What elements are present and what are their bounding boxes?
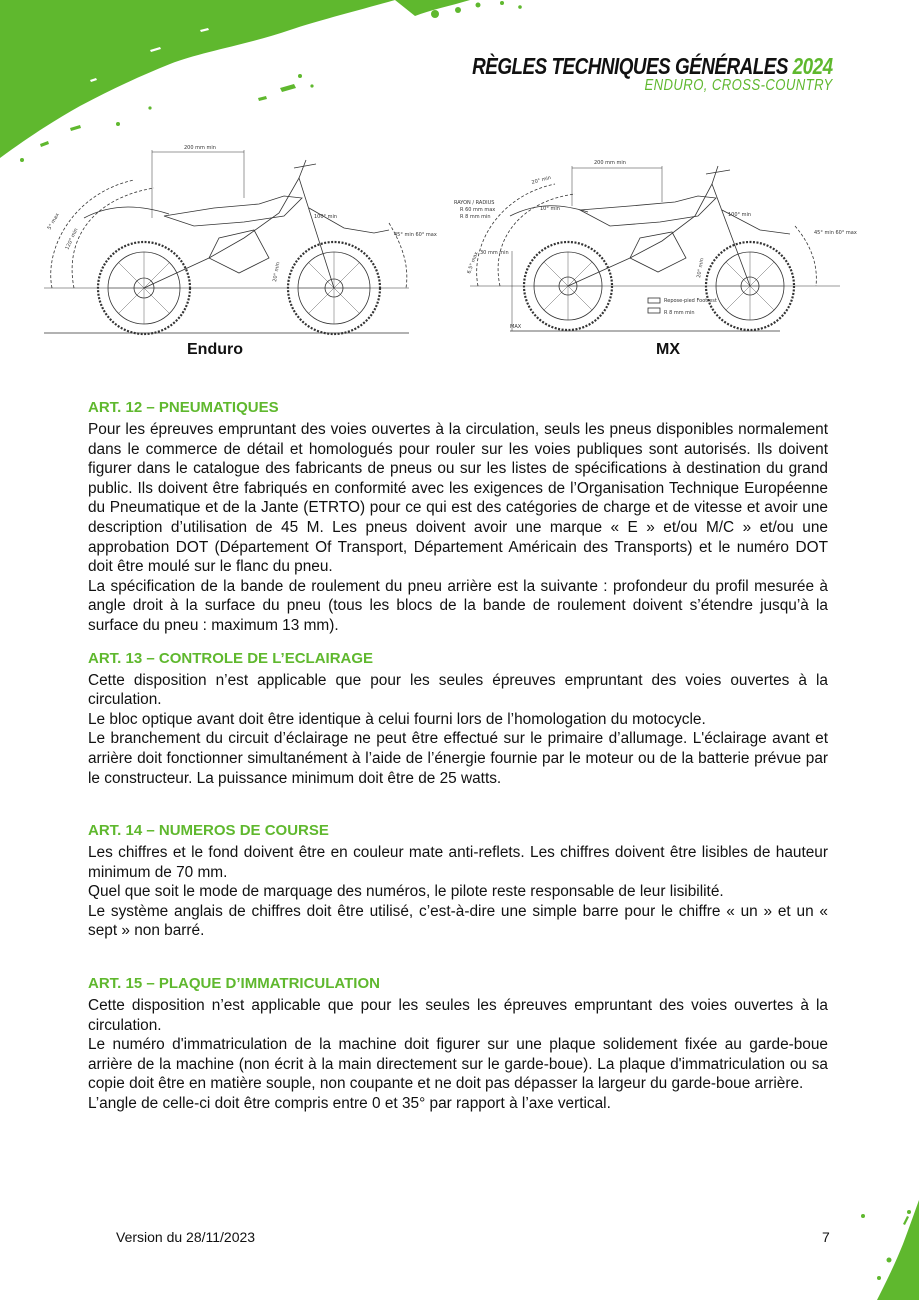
- article-14: [88, 821, 828, 941]
- mx-label-r8: R 8 mm min: [460, 214, 491, 220]
- mx-diagram: [450, 146, 857, 336]
- enduro-label-top-dim: 200 mm min: [184, 145, 216, 151]
- mx-label-fork-angle: 45° min 60° max: [814, 230, 857, 236]
- article-paragraph: Le branchement du circuit d’éclairage ne peut être effectué sur le primaire d’allumage. L'éclairage avant et arrière doit fonctionner simultanément à l’aide de l’énergie fournie par le moteur ou de la batterie prévue par le constructeur. La puissance minimum doit être de 25 watts.: [88, 730, 828, 787]
- article-paragraph: Les chiffres et le fond doivent être en couleur mate anti-reflets. Les chiffres doivent être lisibles de hauteur minimum de 70 mm.: [88, 844, 828, 881]
- article-paragraph: Quel que soit le mode de marquage des numéros, le pilote reste responsable de leur lisibilité.: [88, 883, 724, 901]
- mx-label-inner-dim: 20° min: [696, 257, 706, 279]
- mx-label-rayon: RAYON / RADIUS: [454, 200, 495, 206]
- article-paragraph: Cette disposition n’est applicable que pour les seules les épreuves empruntant des voies ouvertes à la circulation.: [88, 997, 828, 1034]
- mx-caption: MX: [656, 341, 680, 358]
- mx-label-angle-rear: 6.5° max: [466, 251, 480, 275]
- enduro-label-angle-rear: 5° max: [46, 212, 61, 231]
- header-subtitle: ENDURO, CROSS-COUNTRY: [644, 77, 833, 94]
- mx-label-top-dim: 200 mm min: [594, 160, 626, 166]
- mx-label-angle-top: 20° min: [530, 174, 552, 186]
- article-paragraph: L’angle de celle-ci doit être compris entre 0 et 35° par rapport à l’axe vertical.: [88, 1095, 611, 1113]
- article-paragraph: Cette disposition n’est applicable que pour les seules épreuves empruntant des voies ouvertes à la circulation.: [88, 671, 828, 709]
- article-title: ART. 13 – CONTROLE DE L’ECLAIRAGE: [88, 649, 374, 667]
- header-title-main: RÈGLES TECHNIQUES GÉNÉRALES: [472, 53, 793, 79]
- article-paragraph: Le système anglais de chiffres doit être utilisé, c’est-à-dire une simple barre pour le chiffre « un » et un « sept » non barré.: [88, 902, 828, 940]
- article-paragraph: Le bloc optique avant doit être identique à celui fourni lors de l’homologation du motocycle.: [88, 710, 706, 728]
- page-number: 7: [822, 1229, 830, 1245]
- footer-version: Version du 28/11/2023: [116, 1229, 256, 1245]
- article-paragraph: Le numéro d'immatriculation de la machine doit figurer sur une plaque solidement fixée au garde-boue arrière de la machine (non écrit à la main directement sur le garde-boue). La plaque d'immatriculation ou sa copie doit être en matière souple, non coupante et ne doit pas dépasser la largeur du garde-boue arrière.: [88, 1036, 828, 1093]
- enduro-label-fork-angle: 45° min 60° max: [394, 232, 437, 238]
- article-13: [88, 649, 828, 789]
- mx-label-max: MAX: [510, 324, 522, 330]
- mx-label-footrest: Repose-pied Footrest: [664, 298, 717, 304]
- mx-label-front-angle: 100° min: [728, 212, 752, 218]
- article-15: [88, 974, 828, 1114]
- article-paragraph: Pour les épreuves empruntant des voies ouvertes à la circulation, seuls les pneus disponibles normalement dans le commerce de détail et homologués pour rouler sur les voies publiques sont autorisés. Ils doivent figurer dans le catalogue des fabricants de pneus ou sur les listes de spécifications à destination du grand public. Ils doivent être fabriqués en conformité avec les exigences de l’Organisation Technique Européenne du Pneumatique et de la Jante (ETRTO) pour ce qui est des catégories de charge et de vitesse et avoir une description d’utilisation de 45 M. Les pneus doivent avoir une marque « E » et/ou M/C » et/ou une approbation DOT (Département Of Transport, Département Américain des Transports) et le numéro DOT doit être moulé sur le flanc du pneu.: [88, 421, 828, 576]
- article-12: [88, 398, 828, 636]
- mx-label-tail-dim: 30 mm min: [480, 250, 509, 256]
- header-title: [472, 54, 833, 78]
- mx-label-r60: R 60 mm max: [460, 207, 496, 213]
- enduro-label-rear-dim: 120° min: [64, 227, 80, 251]
- document-header: [393, 54, 833, 94]
- article-title: ART. 15 – PLAQUE D’IMMATRICULATION: [88, 975, 380, 993]
- articles-content: [88, 398, 828, 1114]
- enduro-label-front-angle: 100° min: [314, 214, 338, 220]
- enduro-bike-drawing: [44, 138, 437, 338]
- enduro-label-inner-dim: 20° min: [272, 261, 282, 283]
- enduro-caption: Enduro: [187, 341, 243, 358]
- article-paragraph: La spécification de la bande de roulement du pneu arrière est la suivante : profondeur du profil mesurée à angle droit à la surface du pneu (tous les blocs de la bande de roulement doivent s’étendre jusqu’à la surface du pneu : maximum 13 mm).: [88, 577, 828, 634]
- mx-bike-drawing: [450, 146, 857, 336]
- header-title-year: 2024: [792, 53, 833, 79]
- enduro-diagram: [44, 138, 437, 338]
- mx-label-r8-foot: R 8 mm min: [664, 310, 695, 316]
- mx-label-mid-angle: 10° min: [540, 206, 560, 212]
- article-title: ART. 12 – PNEUMATIQUES: [88, 399, 279, 416]
- green-splash-decoration-bottom: [829, 1200, 919, 1300]
- article-title: ART. 14 – NUMEROS DE COURSE: [88, 822, 329, 840]
